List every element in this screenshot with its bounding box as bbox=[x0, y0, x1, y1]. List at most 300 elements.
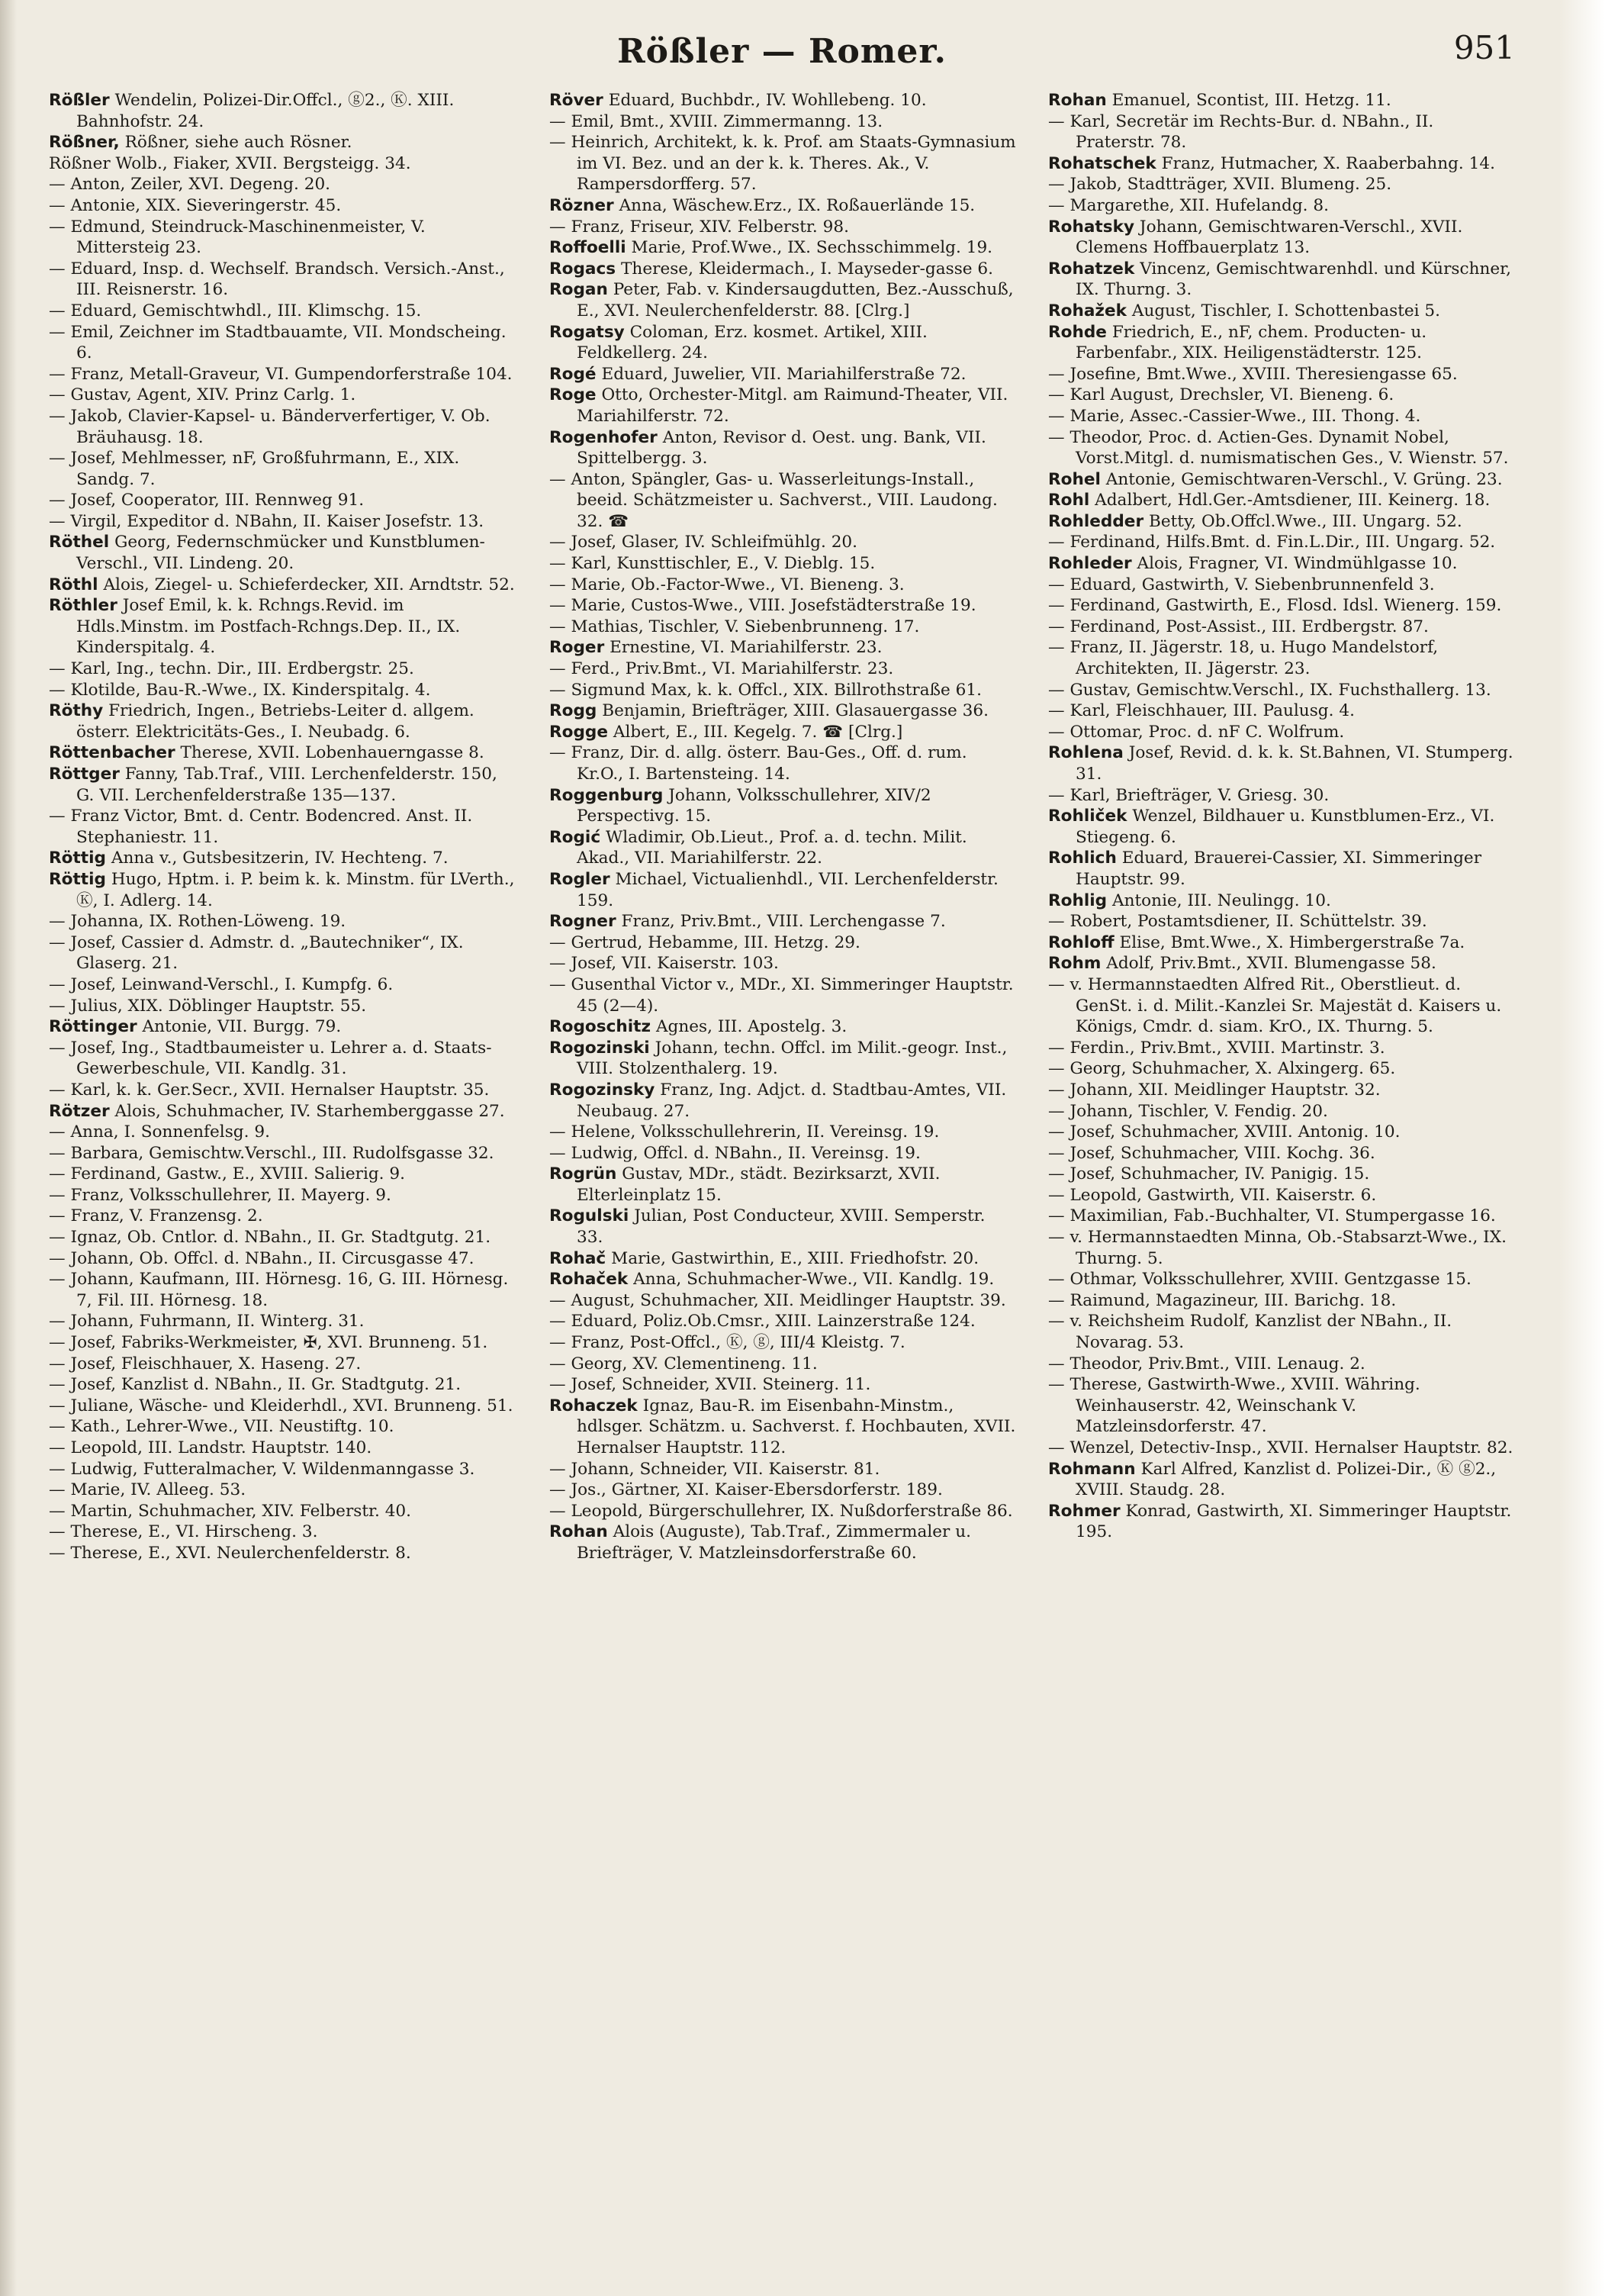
entry-text: — Eduard, Insp. d. Wechself. Brandsch. Versich.-Anst., III. Reisnerstr. 16. bbox=[49, 259, 505, 300]
directory-entry bbox=[549, 469, 1016, 533]
entry-text: — Maximilian, Fab.-Buchhalter, VI. Stumpergasse 16. bbox=[1048, 1206, 1496, 1226]
entry-text: — Gertrud, Hebamme, III. Hetzg. 29. bbox=[549, 932, 860, 952]
entry-text: August, Tischler, I. Schottenbastei 5. bbox=[1131, 301, 1441, 320]
directory-entry bbox=[1048, 700, 1515, 722]
directory-entry bbox=[49, 532, 516, 574]
entry-surname: Röthl bbox=[49, 575, 98, 594]
entry-text: — Emil, Zeichner im Stadtbauamte, VII. Mondscheing. 6. bbox=[49, 322, 507, 363]
entry-text: — Franz, Dir. d. allg. österr. Bau-Ges., Off. d. rum. Kr.O., I. Bartensteing. 14. bbox=[549, 743, 967, 784]
directory-entry bbox=[549, 385, 1016, 427]
entry-text: — Marie, Ob.-Factor-Wwe., VI. Bieneng. 3. bbox=[549, 575, 905, 594]
entry-text: — Karl, k. k. Ger.Secr., XVII. Hernalser Hauptstr. 35. bbox=[49, 1080, 490, 1100]
directory-entry bbox=[1048, 806, 1515, 848]
directory-entry bbox=[49, 406, 516, 448]
column-1 bbox=[49, 90, 516, 2280]
entry-text: Franz, Priv.Bmt., VIII. Lerchengasse 7. bbox=[621, 912, 946, 932]
entry-text: — Eduard, Gastwirth, V. Siebenbrunnenfeld 3. bbox=[1048, 575, 1435, 594]
entry-surname: Rohmann bbox=[1048, 1459, 1136, 1479]
entry-surname: Rößner, bbox=[49, 133, 120, 153]
directory-entry bbox=[549, 617, 1016, 638]
directory-entry bbox=[1048, 890, 1515, 912]
entry-text: — Josef, Glaser, IV. Schleifmühlg. 20. bbox=[549, 533, 858, 552]
entry-text: — Edmund, Steindruck-Maschinenmeister, V. Mittersteig 23. bbox=[49, 217, 426, 258]
entry-text: Adolf, Priv.Bmt., XVII. Blumengasse 58. bbox=[1106, 954, 1436, 974]
directory-entry bbox=[1048, 953, 1515, 974]
directory-entry bbox=[49, 1332, 516, 1354]
entry-text: — Franz, V. Franzensg. 2. bbox=[49, 1206, 263, 1226]
entry-text: — Robert, Postamtsdiener, II. Schüttelstr. 39. bbox=[1048, 912, 1427, 932]
directory-entry bbox=[549, 953, 1016, 974]
directory-entry bbox=[549, 1122, 1016, 1143]
entry-text: Julian, Post Conducteur, XVIII. Semperstr. 33. bbox=[577, 1206, 986, 1248]
entry-text: — Franz, Metall-Graveur, VI. Gumpendorferstraße 104. bbox=[49, 364, 513, 384]
entry-text: Anna v., Gutsbesitzerin, IV. Hechteng. 7. bbox=[111, 849, 449, 868]
entry-text: — Johann, Tischler, V. Fendig. 20. bbox=[1048, 1101, 1328, 1121]
directory-entry bbox=[1048, 1438, 1515, 1459]
entry-surname: Röttger bbox=[49, 765, 120, 784]
directory-entry bbox=[49, 153, 516, 175]
entry-text: — Leopold, III. Landstr. Hauptstr. 140. bbox=[49, 1438, 372, 1457]
directory-entry bbox=[1048, 575, 1515, 596]
entry-surname: Röttinger bbox=[49, 1017, 137, 1037]
entry-text: — Emil, Bmt., XVIII. Zimmermanng. 13. bbox=[549, 111, 883, 131]
entry-surname: Rohleder bbox=[1048, 554, 1132, 574]
directory-entry bbox=[1048, 974, 1515, 1038]
entry-surname: Röttenbacher bbox=[49, 743, 175, 763]
directory-entry bbox=[549, 742, 1016, 784]
entry-text: Konrad, Gastwirth, XI. Simmeringer Hauptstr. 195. bbox=[1076, 1501, 1512, 1542]
directory-entry bbox=[1048, 1459, 1515, 1501]
entry-text: Hugo, Hptm. i. P. beim k. k. Minstm. für LVerth., Ⓚ, I. Adlerg. 14. bbox=[76, 869, 515, 910]
entry-text: Franz, Hutmacher, X. Raaberbahng. 14. bbox=[1161, 153, 1495, 173]
directory-entry bbox=[49, 1101, 516, 1122]
directory-entry bbox=[1048, 1227, 1515, 1269]
directory-entry bbox=[549, 1354, 1016, 1375]
directory-entry bbox=[549, 279, 1016, 321]
entry-text: — Josef, VII. Kaiserstr. 103. bbox=[549, 954, 779, 974]
directory-entry bbox=[49, 322, 516, 364]
entry-text: Ernestine, VI. Mariahilferstr. 23. bbox=[610, 638, 883, 658]
entry-text: — Helene, Volksschullehrerin, II. Vereinsg. 19. bbox=[549, 1122, 940, 1142]
column-2 bbox=[549, 90, 1016, 2280]
directory-entry bbox=[1048, 1164, 1515, 1185]
directory-entry bbox=[549, 322, 1016, 364]
entry-surname: Rogoschitz bbox=[549, 1017, 651, 1037]
directory-entry bbox=[49, 364, 516, 385]
directory-entry bbox=[1048, 1101, 1515, 1122]
entry-surname: Roggenburg bbox=[549, 785, 664, 805]
entry-text: — Kath., Lehrer-Wwe., VII. Neustiftg. 10. bbox=[49, 1417, 394, 1437]
entry-text: — Theodor, Proc. d. Actien-Ges. Dynamit Nobel, Vorst.Mitgl. d. numismatischen Ges., V. Wienstr. 57. bbox=[1048, 427, 1509, 469]
entry-text: — Therese, E., XVI. Neulerchenfelderstr. 8. bbox=[49, 1543, 411, 1563]
directory-entry bbox=[49, 385, 516, 406]
entry-text: Alois (Auguste), Tab.Traf., Zimmermaler u. Briefträger, V. Matzleinsdorferstraße 60. bbox=[577, 1522, 972, 1563]
page-binding-shadow bbox=[0, 0, 17, 2296]
directory-entry bbox=[549, 217, 1016, 238]
directory-entry bbox=[549, 595, 1016, 617]
entry-text: — Josef, Schuhmacher, XVIII. Antonig. 10. bbox=[1048, 1122, 1401, 1142]
entry-text: — Mathias, Tischler, V. Siebenbrunneng. 17. bbox=[549, 617, 920, 636]
entry-surname: Rohan bbox=[1048, 91, 1107, 110]
entry-text: — Josef, Schuhmacher, VIII. Kochg. 36. bbox=[1048, 1143, 1375, 1163]
entry-text: Johann, Gemischtwaren-Verschl., XVII. Clemens Hoffbauerplatz 13. bbox=[1076, 217, 1463, 258]
directory-entry bbox=[49, 1311, 516, 1332]
directory-entry bbox=[549, 1080, 1016, 1122]
directory-entry bbox=[549, 259, 1016, 280]
directory-entry bbox=[49, 1080, 516, 1101]
directory-entry bbox=[1048, 490, 1515, 511]
directory-entry bbox=[1048, 553, 1515, 575]
directory-entry bbox=[49, 174, 516, 195]
entry-text: — Josef, Fabriks-Werkmeister, ✠, XVI. Brunneng. 51. bbox=[49, 1333, 488, 1353]
entry-text: — Marie, Custos-Wwe., VIII. Josefstädterstraße 19. bbox=[549, 596, 976, 616]
entry-surname: Rohledder bbox=[1048, 511, 1144, 531]
entry-surname: Rogge bbox=[549, 722, 609, 742]
entry-surname: Rohmer bbox=[1048, 1501, 1121, 1521]
page-number: 951 bbox=[1453, 29, 1515, 66]
entry-text: — Gustav, Gemischtw.Verschl., IX. Fuchsthallerg. 13. bbox=[1048, 680, 1491, 700]
directory-entry bbox=[1048, 259, 1515, 301]
entry-surname: Rogg bbox=[549, 701, 597, 721]
directory-entry bbox=[1048, 637, 1515, 679]
directory-entry bbox=[549, 1269, 1016, 1290]
entry-text: — Antonie, XIX. Sieveringerstr. 45. bbox=[49, 195, 342, 215]
entry-surname: Rohlig bbox=[1048, 890, 1108, 910]
directory-entry bbox=[49, 1016, 516, 1038]
entry-text: — Eduard, Poliz.Ob.Cmsr., XIII. Lainzerstraße 124. bbox=[549, 1312, 976, 1332]
directory-entry bbox=[49, 1038, 516, 1080]
entry-text: — Johann, Schneider, VII. Kaiserstr. 81. bbox=[549, 1459, 880, 1479]
directory-entry bbox=[1048, 1206, 1515, 1227]
entry-text: — Franz, Friseur, XIV. Felberstr. 98. bbox=[549, 217, 849, 237]
directory-entry bbox=[49, 448, 516, 490]
entry-text: — Josef, Leinwand-Verschl., I. Kumpfg. 6. bbox=[49, 974, 394, 994]
directory-entry bbox=[549, 237, 1016, 259]
entry-surname: Rogler bbox=[549, 869, 610, 889]
entry-surname: Rößler bbox=[49, 91, 110, 110]
directory-entry bbox=[49, 932, 516, 974]
directory-entry bbox=[1048, 322, 1515, 364]
entry-text: Eduard, Juwelier, VII. Mariahilferstraße 72. bbox=[601, 364, 967, 384]
directory-entry bbox=[1048, 1080, 1515, 1101]
entry-text: Otto, Orchester-Mitgl. am Raimund-Theater, VII. Mariahilferstr. 72. bbox=[577, 385, 1008, 426]
directory-entry bbox=[549, 575, 1016, 596]
directory-entry bbox=[549, 1480, 1016, 1501]
entry-surname: Rogić bbox=[549, 827, 601, 847]
entry-text: — Theodor, Priv.Bmt., VIII. Lenaug. 2. bbox=[1048, 1354, 1365, 1373]
entry-text: — Johann, XII. Meidlinger Hauptstr. 32. bbox=[1048, 1080, 1381, 1100]
directory-entry bbox=[49, 490, 516, 511]
entry-text: — Othmar, Volksschullehrer, XVIII. Gentzgasse 15. bbox=[1048, 1270, 1472, 1290]
entry-text: — Johann, Fuhrmann, II. Winterg. 31. bbox=[49, 1312, 365, 1332]
directory-entry bbox=[49, 996, 516, 1017]
directory-entry bbox=[549, 974, 1016, 1016]
entry-text: Eduard, Buchbdr., IV. Wohllebeng. 10. bbox=[608, 91, 927, 110]
directory-entry bbox=[49, 806, 516, 848]
entry-text: Josef Emil, k. k. Rchngs.Revid. im Hdls.Minstm. im Postfach-Rchngs.Dep. II., IX. Kinderspitalg. 4. bbox=[76, 596, 461, 658]
entry-text: Friedrich, E., nF, chem. Producten- u. Farbenfabr., XIX. Heiligenstädterstr. 125. bbox=[1076, 322, 1427, 363]
entry-text: — Karl, Briefträger, V. Griesg. 30. bbox=[1048, 785, 1330, 805]
directory-entry bbox=[49, 132, 516, 153]
directory-entry bbox=[1048, 1058, 1515, 1080]
entry-surname: Rohaczek bbox=[549, 1396, 638, 1415]
entry-text: Fanny, Tab.Traf., VIII. Lerchenfelderstr. 150, G. VII. Lerchenfelderstraße 135—137. bbox=[76, 765, 497, 805]
directory-entry bbox=[49, 217, 516, 259]
entry-text: — Gustav, Agent, XIV. Prinz Carlg. 1. bbox=[49, 385, 356, 405]
entry-text: — Josef, Mehlmesser, nF, Großfuhrmann, E., XIX. Sandg. 7. bbox=[49, 449, 460, 489]
directory-entry bbox=[49, 1543, 516, 1564]
entry-surname: Rogé bbox=[549, 364, 597, 384]
directory-entry bbox=[49, 1143, 516, 1164]
entry-surname: Rohde bbox=[1048, 322, 1107, 342]
directory-entry bbox=[549, 932, 1016, 954]
entry-text: — Marie, IV. Alleeg. 53. bbox=[49, 1480, 246, 1500]
entry-text: Anna, Schuhmacher-Wwe., VII. Kandlg. 19. bbox=[633, 1270, 995, 1290]
directory-entry bbox=[49, 1522, 516, 1543]
entry-text: Vincenz, Gemischtwarenhdl. und Kürschner, IX. Thurng. 3. bbox=[1076, 259, 1511, 300]
entry-text: — Ferdinand, Gastwirth, E., Flosd. Idsl. Wienerg. 159. bbox=[1048, 596, 1502, 616]
directory-entry bbox=[49, 301, 516, 322]
entry-text: — Ferdin., Priv.Bmt., XVIII. Martinstr. 3. bbox=[1048, 1038, 1385, 1058]
entry-text: — Jakob, Clavier-Kapsel- u. Bänderverfertiger, V. Ob. Bräuhausg. 18. bbox=[49, 406, 491, 447]
entry-text: Gustav, MDr., städt. Bezirksarzt, XVII. Elterleinplatz 15. bbox=[577, 1164, 941, 1205]
entry-surname: Rohatschek bbox=[1048, 153, 1156, 173]
entry-text: Antonie, III. Neulingg. 10. bbox=[1111, 890, 1331, 910]
entry-surname: Rohloff bbox=[1048, 932, 1114, 952]
directory-entry bbox=[1048, 617, 1515, 638]
entry-text: Antonie, Gemischtwaren-Verschl., V. Grüng. 23. bbox=[1105, 469, 1503, 489]
entry-surname: Röttig bbox=[49, 869, 106, 889]
directory-entry bbox=[549, 1311, 1016, 1332]
entry-text: Franz, Ing. Adjct. d. Stadtbau-Amtes, VII. Neubaug. 27. bbox=[577, 1080, 1007, 1121]
directory-entry bbox=[549, 111, 1016, 133]
entry-text: Rößner Wolb., Fiaker, XVII. Bergsteigg. 34. bbox=[49, 153, 411, 173]
entry-surname: Rogenhofer bbox=[549, 427, 658, 447]
entry-text: Rößner, siehe auch Rösner. bbox=[124, 133, 352, 153]
entry-text: — Georg, XV. Clementineng. 11. bbox=[549, 1354, 818, 1373]
entry-text: Josef, Revid. d. k. k. St.Bahnen, VI. Stumperg. 31. bbox=[1076, 743, 1513, 784]
directory-entry bbox=[549, 553, 1016, 575]
directory-entry bbox=[549, 1522, 1016, 1563]
directory-entry bbox=[549, 364, 1016, 385]
directory-entry bbox=[1048, 511, 1515, 533]
entry-surname: Rohan bbox=[549, 1522, 608, 1542]
entry-text: — Georg, Schuhmacher, X. Alxingerg. 65. bbox=[1048, 1059, 1396, 1079]
directory-entry bbox=[49, 1438, 516, 1459]
entry-text: Peter, Fab. v. Kindersaugdutten, Bez.-Ausschuß, E., XVI. Neulerchenfelderstr. 88. [Clrg.] bbox=[577, 280, 1014, 320]
entry-text: — Jakob, Stadtträger, XVII. Blumeng. 25. bbox=[1048, 175, 1392, 195]
entry-text: — Barbara, Gemischtw.Verschl., III. Rudolfsgasse 32. bbox=[49, 1143, 494, 1163]
directory-entry bbox=[49, 659, 516, 680]
directory-entry bbox=[1048, 932, 1515, 954]
directory-entry bbox=[49, 195, 516, 217]
directory-entry bbox=[49, 1185, 516, 1206]
entry-surname: Rözner bbox=[549, 195, 614, 215]
entry-surname: Rohlich bbox=[1048, 849, 1117, 868]
directory-entry bbox=[49, 1501, 516, 1522]
entry-text: Benjamin, Briefträger, XIII. Glasauergasse 36. bbox=[602, 701, 989, 721]
directory-entry bbox=[49, 869, 516, 911]
directory-entry bbox=[1048, 785, 1515, 807]
directory-entry bbox=[1048, 742, 1515, 784]
entry-text: — Heinrich, Architekt, k. k. Prof. am Staats-Gymnasium im VI. Bez. und an der k. k. Theres. Ak., V. Rampersdorfferg. 57. bbox=[549, 133, 1016, 195]
entry-surname: Rohač bbox=[549, 1248, 606, 1268]
directory-entry bbox=[1048, 1143, 1515, 1164]
directory-entry bbox=[1048, 111, 1515, 153]
entry-text: — Jos., Gärtner, XI. Kaiser-Ebersdorferstr. 189. bbox=[549, 1480, 943, 1500]
entry-text: — Raimund, Magazineur, III. Barichg. 18. bbox=[1048, 1290, 1397, 1310]
entry-text: Marie, Gastwirthin, E., XIII. Friedhofstr. 20. bbox=[611, 1248, 979, 1268]
entry-text: — Franz, Post-Offcl., Ⓚ, ⓖ, III/4 Kleistg. 7. bbox=[549, 1333, 905, 1353]
entry-surname: Rötzer bbox=[49, 1101, 110, 1121]
directory-entry bbox=[549, 659, 1016, 680]
entry-text: — Leopold, Gastwirth, VII. Kaiserstr. 6. bbox=[1048, 1185, 1377, 1205]
entry-text: — Therese, E., VI. Hirscheng. 3. bbox=[49, 1522, 318, 1542]
directory-entry bbox=[49, 1416, 516, 1438]
directory-entry bbox=[49, 742, 516, 764]
entry-text: Therese, Kleidermach., I. Mayseder-gasse 6. bbox=[621, 259, 994, 279]
entry-text: — Johanna, IX. Rothen-Löweng. 19. bbox=[49, 912, 346, 932]
directory-entry bbox=[49, 1374, 516, 1396]
entry-surname: Roge bbox=[549, 385, 597, 405]
entry-surname: Rogacs bbox=[549, 259, 616, 279]
entry-text: — Marie, Assec.-Cassier-Wwe., III. Thong. 4. bbox=[1048, 406, 1421, 426]
directory-entry bbox=[549, 427, 1016, 469]
entry-text: — Ludwig, Futteralmacher, V. Wildenmanngasse 3. bbox=[49, 1459, 475, 1479]
directory-entry bbox=[549, 1332, 1016, 1354]
entry-text: — Ferd., Priv.Bmt., VI. Mariahilferstr. 23. bbox=[549, 659, 894, 679]
directory-entry bbox=[549, 1374, 1016, 1396]
entry-surname: Rohl bbox=[1048, 491, 1090, 510]
entry-surname: Rogulski bbox=[549, 1206, 629, 1226]
entry-text: — Eduard, Gemischtwhdl., III. Klimschg. 15. bbox=[49, 301, 422, 320]
entry-text: — v. Reichsheim Rudolf, Kanzlist der NBahn., II. Novarag. 53. bbox=[1048, 1312, 1452, 1353]
directory-entry bbox=[49, 1396, 516, 1417]
entry-text: Ignaz, Bau-R. im Eisenbahn-Minstm., hdlsger. Schätzm. u. Sachverst. f. Hochbauten, XVII. Hernalser Hauptstr. 112. bbox=[577, 1396, 1016, 1457]
entry-text: — Johann, Ob. Offcl. d. NBahn., II. Circusgasse 47. bbox=[49, 1248, 474, 1268]
directory-entry bbox=[549, 132, 1016, 195]
entry-surname: Rogozinski bbox=[549, 1038, 650, 1058]
entry-text: — Josefine, Bmt.Wwe., XVIII. Theresiengasse 65. bbox=[1048, 364, 1458, 384]
entry-surname: Rohatsky bbox=[1048, 217, 1135, 237]
entry-text: Wenzel, Bildhauer u. Kunstblumen-Erz., VI. Stiegeng. 6. bbox=[1076, 807, 1495, 847]
entry-text: Wladimir, Ob.Lieut., Prof. a. d. techn. Milit. Akad., VII. Mariahilferstr. 22. bbox=[577, 827, 967, 868]
entry-surname: Rohel bbox=[1048, 469, 1101, 489]
entry-text: — Josef, Fleischhauer, X. Haseng. 27. bbox=[49, 1354, 362, 1373]
column-3 bbox=[1048, 90, 1515, 2280]
entry-text: — Johann, Kaufmann, III. Hörnesg. 16, G. III. Hörnesg. 7, Fil. III. Hörnesg. 18. bbox=[49, 1270, 509, 1310]
entry-surname: Rohatzek bbox=[1048, 259, 1135, 279]
directory-entry bbox=[49, 700, 516, 742]
entry-text: — Anna, I. Sonnenfelsg. 9. bbox=[49, 1122, 270, 1142]
directory-entry bbox=[549, 700, 1016, 722]
directory-entry bbox=[1048, 1354, 1515, 1375]
directory-entry bbox=[549, 1396, 1016, 1459]
entry-text: — Virgil, Expeditor d. NBahn, II. Kaiser Josefstr. 13. bbox=[49, 511, 484, 531]
directory-entry bbox=[49, 764, 516, 806]
directory-columns bbox=[49, 90, 1515, 2280]
entry-text: Friedrich, Ingen., Betriebs-Leiter d. allgem. österr. Elektricitäts-Ges., I. Neubadg. 6. bbox=[76, 701, 474, 742]
directory-entry bbox=[1048, 406, 1515, 427]
directory-entry bbox=[1048, 848, 1515, 890]
entry-text: Alois, Ziegel- u. Schieferdecker, XII. Arndtstr. 52. bbox=[103, 575, 515, 594]
directory-entry bbox=[1048, 301, 1515, 322]
directory-entry bbox=[549, 1459, 1016, 1480]
directory-entry bbox=[1048, 427, 1515, 469]
entry-surname: Rohm bbox=[1048, 954, 1102, 974]
entry-text: — August, Schuhmacher, XII. Meidlinger Hauptstr. 39. bbox=[549, 1290, 1006, 1310]
entry-text: Anton, Revisor d. Oest. ung. Bank, VII. Spittelbergg. 3. bbox=[577, 427, 986, 469]
directory-entry bbox=[1048, 174, 1515, 195]
directory-entry bbox=[549, 1206, 1016, 1248]
entry-text: — Ottomar, Proc. d. nF C. Wolfrum. bbox=[1048, 722, 1345, 742]
entry-surname: Rogatsy bbox=[549, 322, 625, 342]
entry-text: — Josef, Schuhmacher, IV. Panigig. 15. bbox=[1048, 1164, 1370, 1184]
entry-text: Elise, Bmt.Wwe., X. Himbergerstraße 7a. bbox=[1119, 932, 1465, 952]
entry-text: Therese, XVII. Lobenhauerngasse 8. bbox=[180, 743, 484, 763]
directory-entry bbox=[49, 259, 516, 301]
entry-text: — Josef, Schneider, XVII. Steinerg. 11. bbox=[549, 1375, 871, 1395]
directory-entry bbox=[49, 90, 516, 132]
directory-entry bbox=[49, 1248, 516, 1270]
directory-entry bbox=[1048, 364, 1515, 385]
directory-entry bbox=[549, 827, 1016, 869]
directory-entry bbox=[549, 869, 1016, 911]
directory-entry bbox=[49, 511, 516, 533]
entry-text: — Sigmund Max, k. k. Offcl., XIX. Billrothstraße 61. bbox=[549, 680, 982, 700]
entry-surname: Rogrün bbox=[549, 1164, 617, 1184]
directory-entry bbox=[49, 1459, 516, 1480]
entry-text: — Karl, Secretär im Rechts-Bur. d. NBahn., II. Praterstr. 78. bbox=[1048, 111, 1434, 153]
entry-text: — Karl, Ing., techn. Dir., III. Erdbergstr. 25. bbox=[49, 659, 414, 679]
entry-surname: Rogozinsky bbox=[549, 1080, 655, 1100]
directory-entry bbox=[49, 575, 516, 596]
directory-entry bbox=[1048, 911, 1515, 932]
entry-text: — Leopold, Bürgerschullehrer, IX. Nußdorferstraße 86. bbox=[549, 1501, 1013, 1521]
directory-entry bbox=[549, 1038, 1016, 1080]
directory-entry bbox=[1048, 1269, 1515, 1290]
directory-entry bbox=[49, 1354, 516, 1375]
directory-entry bbox=[549, 1248, 1016, 1270]
entry-text: — Klotilde, Bau-R.-Wwe., IX. Kinderspitalg. 4. bbox=[49, 680, 431, 700]
directory-entry bbox=[549, 90, 1016, 111]
entry-text: Betty, Ob.Offcl.Wwe., III. Ungarg. 52. bbox=[1148, 511, 1462, 531]
entry-text: — Josef, Cassier d. Admstr. d. „Bautechniker“, IX. Glaserg. 21. bbox=[49, 932, 464, 974]
directory-entry bbox=[49, 680, 516, 701]
directory-entry bbox=[549, 1501, 1016, 1522]
entry-text: Agnes, III. Apostelg. 3. bbox=[655, 1017, 848, 1037]
entry-text: Johann, Volksschullehrer, XIV/2 Perspectivg. 15. bbox=[577, 785, 931, 826]
entry-text: — Ludwig, Offcl. d. NBahn., II. Vereinsg. 19. bbox=[549, 1143, 921, 1163]
entry-text: Michael, Victualienhdl., VII. Lerchenfelderstr. 159. bbox=[577, 869, 999, 910]
entry-surname: Röthler bbox=[49, 596, 117, 616]
entry-text: — Ferdinand, Post-Assist., III. Erdbergstr. 87. bbox=[1048, 617, 1429, 636]
directory-entry bbox=[49, 1480, 516, 1501]
entry-surname: Roger bbox=[549, 638, 605, 658]
directory-entry bbox=[49, 1122, 516, 1143]
page-header bbox=[49, 17, 1515, 70]
entry-text: — Juliane, Wäsche- und Kleiderhdl., XVI. Brunneng. 51. bbox=[49, 1396, 513, 1415]
directory-entry bbox=[1048, 595, 1515, 617]
entry-surname: Rogan bbox=[549, 280, 608, 300]
entry-text: — Franz, II. Jägerstr. 18, u. Hugo Mandelstorf, Architekten, II. Jägerstr. 23. bbox=[1048, 638, 1439, 679]
directory-entry bbox=[1048, 680, 1515, 701]
directory-entry bbox=[549, 637, 1016, 659]
entry-text: Johann, techn. Offcl. im Milit.-geogr. Inst., VIII. Stolzenthalerg. 19. bbox=[577, 1038, 1008, 1079]
entry-text: — Therese, Gastwirth-Wwe., XVIII. Währing. Weinhauserstr. 42, Weinschank V. Matzleinsdorferstr. 47. bbox=[1048, 1375, 1420, 1437]
entry-text: — Martin, Schuhmacher, XIV. Felberstr. 40. bbox=[49, 1501, 412, 1521]
entry-text: — Franz Victor, Bmt. d. Centr. Bodencred. Anst. II. Stephaniestr. 11. bbox=[49, 807, 473, 847]
